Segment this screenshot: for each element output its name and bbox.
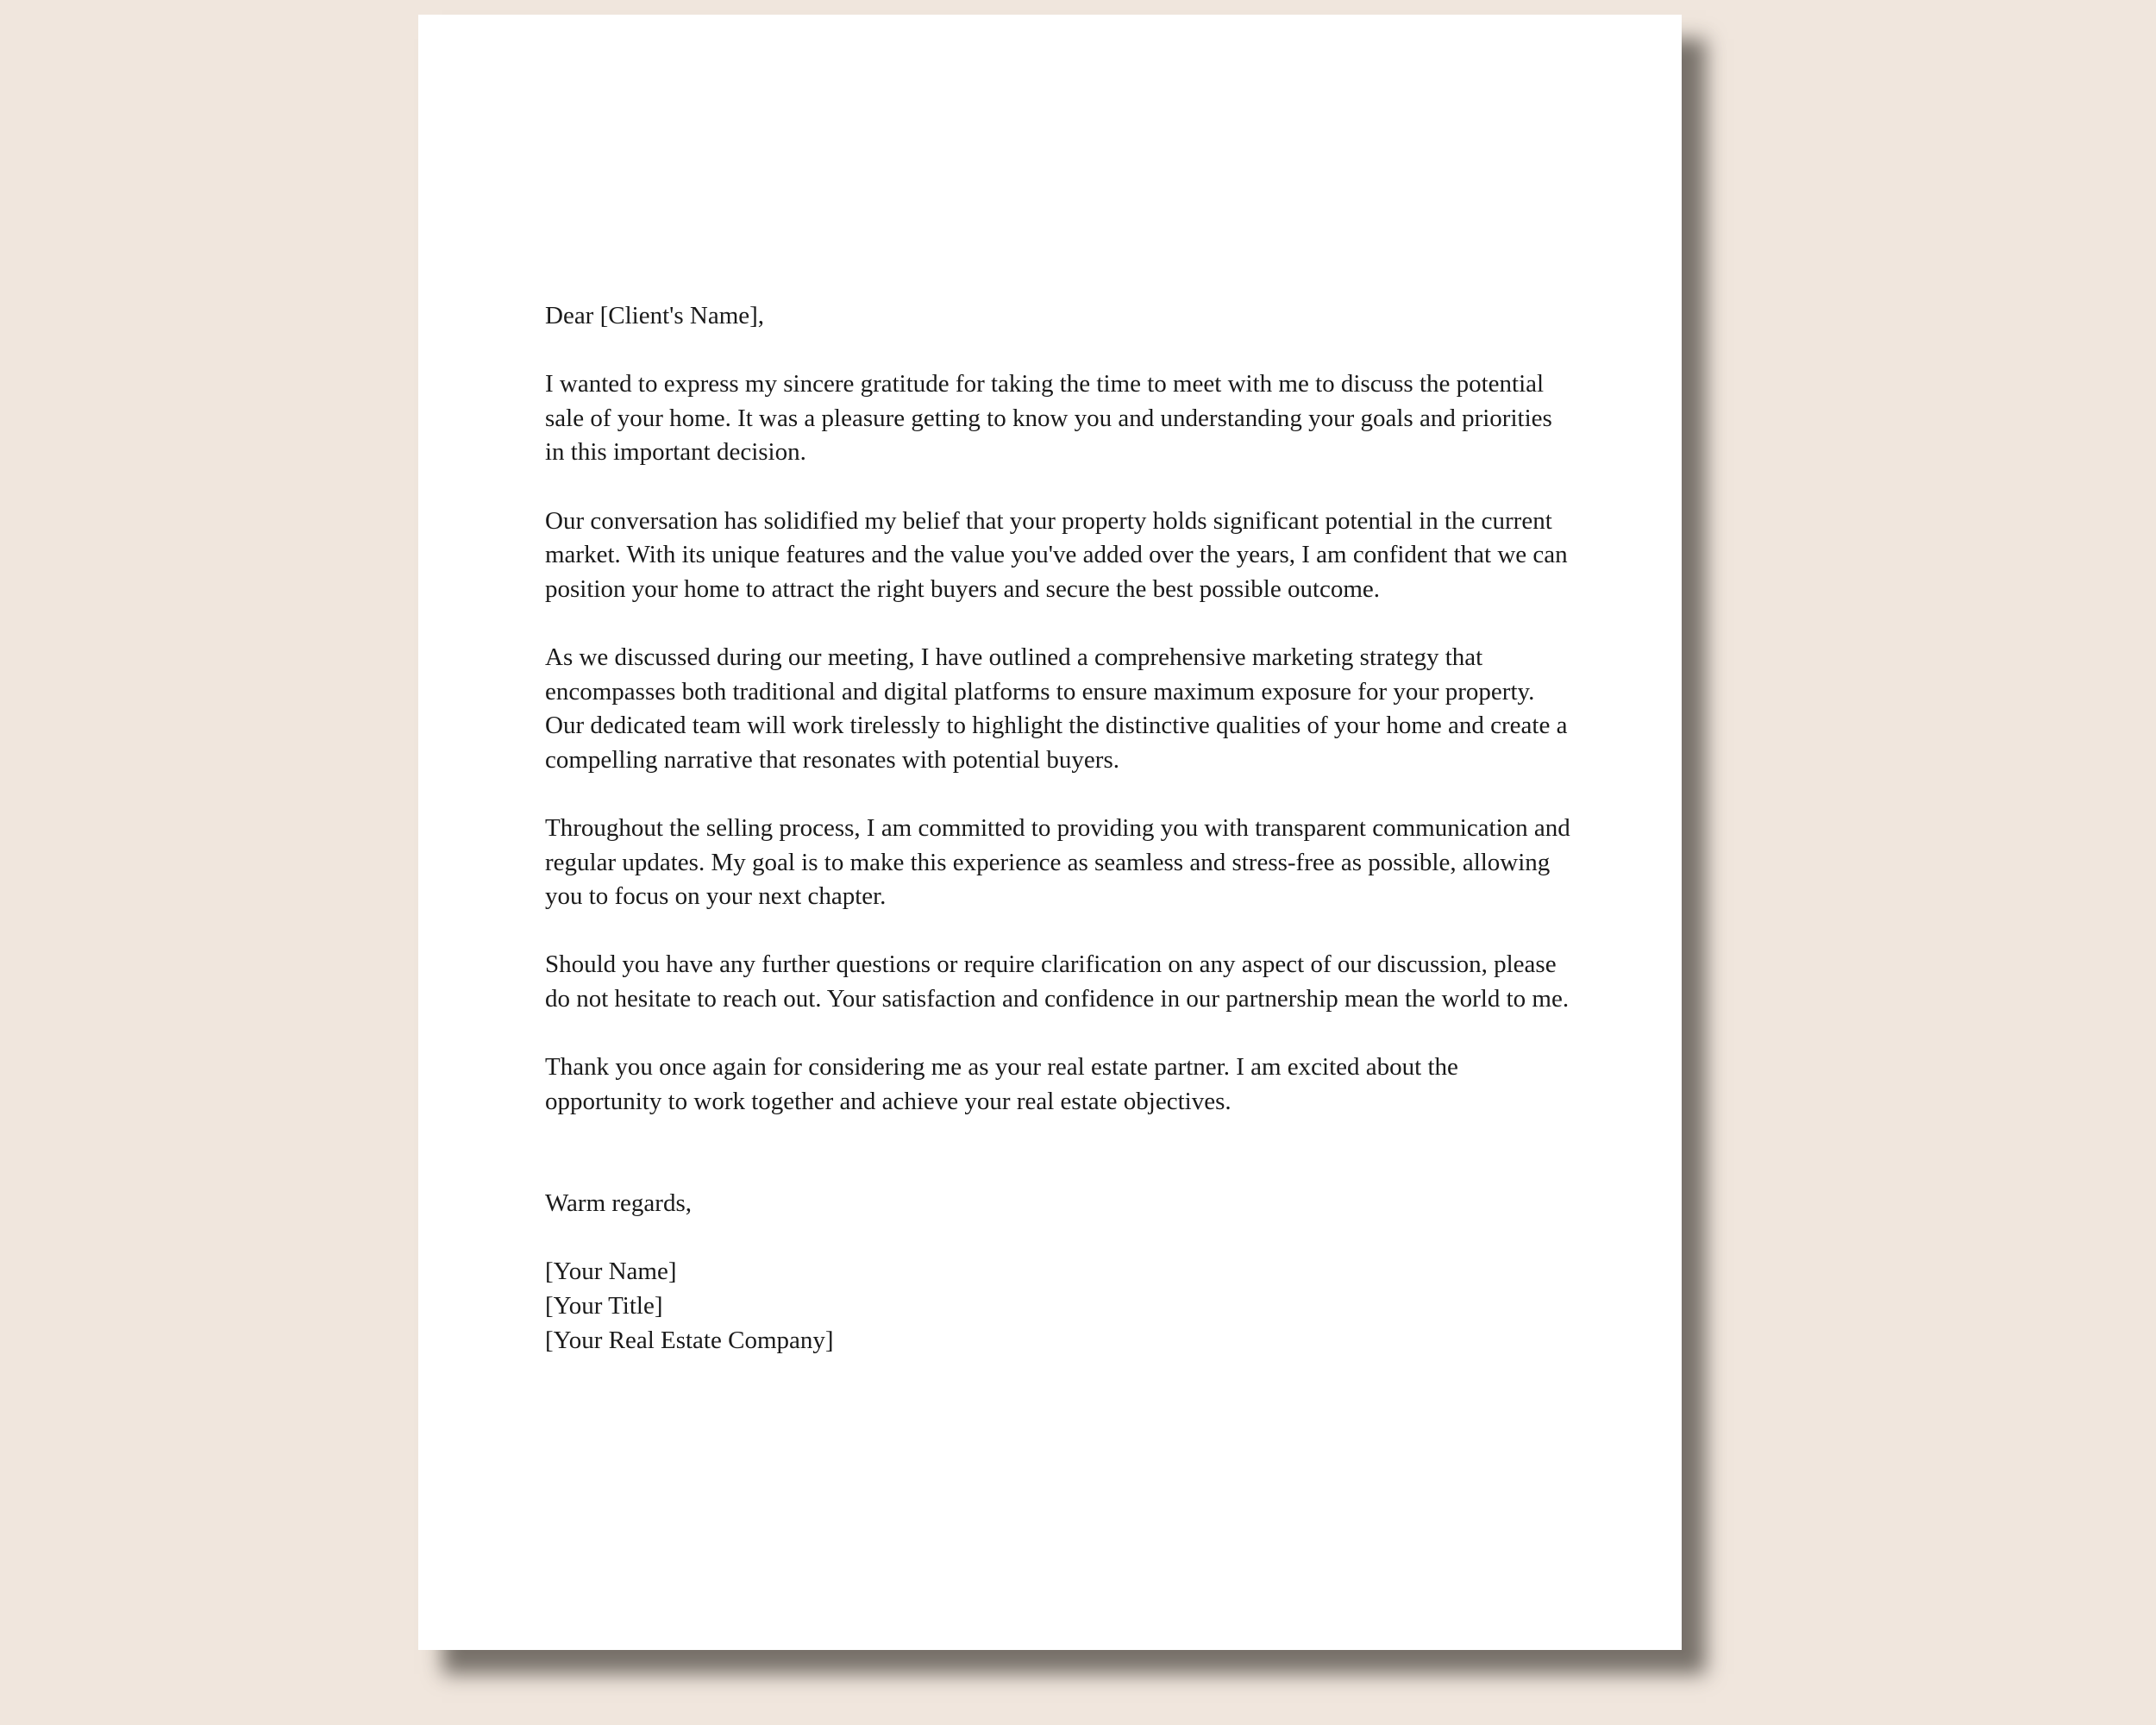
closing-block: [545, 1187, 1571, 1221]
paragraph-gratitude: I wanted to express my sincere gratitude for taking the time to meet with me to discuss the potential sale of your home. It was a pleasure getting to know you and understanding your goals and priorities in this important decision.: [545, 370, 1552, 467]
signature-name: [Your Name]: [545, 1258, 677, 1286]
letter-body: [545, 299, 1571, 1358]
paragraph-thank-you: Thank you once again for considering me as your real estate partner. I am excited about the opportunity to work together and achieve your real estate objectives.: [545, 1053, 1458, 1115]
paragraph-property-potential: Our conversation has solidified my belief that your property holds significant potential in the current market. With its unique features and the value you've added over the years, I am confident that we can position your home to attract the right buyers and secure the best possible outcome.: [545, 506, 1568, 603]
signature-company: [Your Real Estate Company]: [545, 1326, 834, 1354]
salutation: Dear [Client's Name],: [545, 302, 765, 329]
paragraph-marketing-strategy: As we discussed during our meeting, I have outlined a comprehensive marketing strategy that encompasses both traditional and digital platforms to ensure maximum exposure for your property. Our dedicated team will work tirelessly to highlight the distinctive qualities of your home and create a compelling narrative that resonates with potential buyers.: [545, 643, 1568, 774]
signature-title: [Your Title]: [545, 1292, 663, 1320]
paragraph-commitment: Throughout the selling process, I am committed to providing you with transparent communication and regular updates. My goal is to make this experience as seamless and stress-free as possible, allowing you to focus on your next chapter.: [545, 813, 1570, 911]
signature-block: [545, 1255, 1571, 1358]
paragraph-questions: Should you have any further questions or require clarification on any aspect of our discussion, please do not hesitate to reach out. Your satisfaction and confidence in our partnership mean the world to me.: [545, 950, 1570, 1013]
closing-phrase: Warm regards,: [545, 1189, 692, 1218]
letter-page: [418, 15, 1682, 1650]
